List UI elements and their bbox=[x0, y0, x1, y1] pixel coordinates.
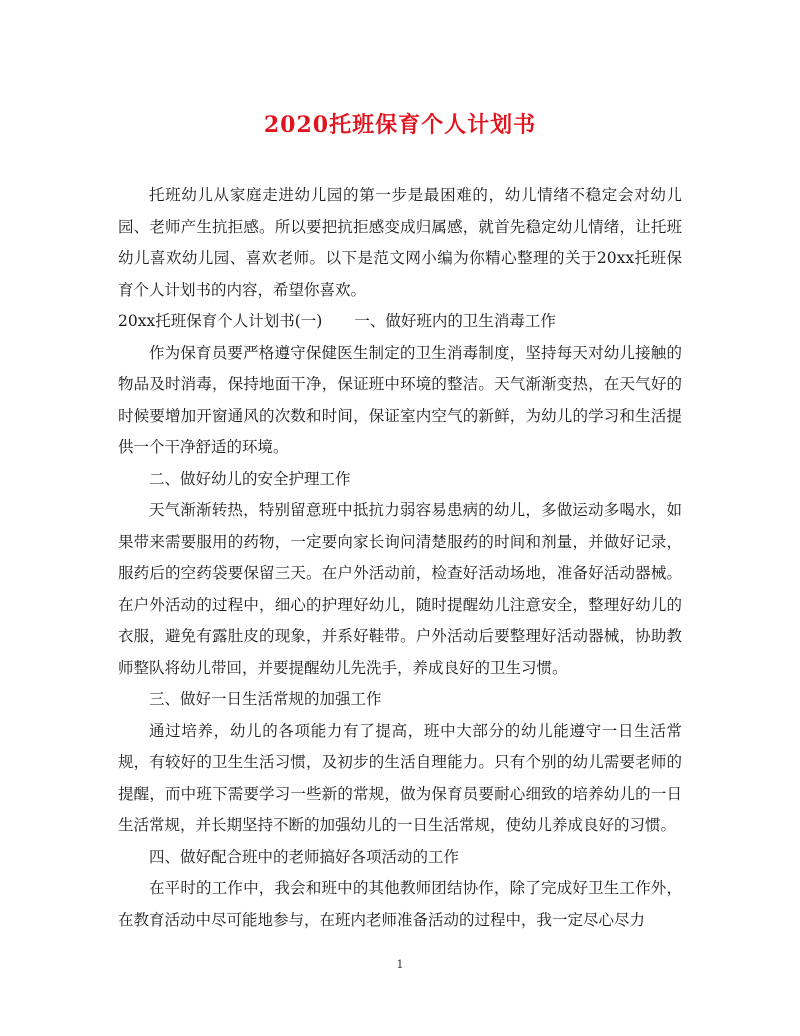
section-item-heading-2: 二、做好幼儿的安全护理工作 bbox=[149, 469, 351, 488]
body-paragraph-1: 作为保育员要严格遵守保健医生制定的卫生消毒制度，坚持每天对幼儿接触的物品及时消毒，保持地面干净，保证班中环境的整洁。天气渐渐变热，在天气好的时候要增加开窗通风的次数和时间，保证室内空气的新鲜，为幼儿的学习和生活提供一个干净舒适的环境。 bbox=[118, 343, 682, 456]
body-paragraph-2: 天气渐渐转热，特别留意班中抵抗力弱容易患病的幼儿，多做运动多喝水，如果带来需要服用的药物，一定要向家长询问清楚服药的时间和剂量，并做好记录，服药后的空药袋要保留三天。在户外活动前，检查好活动场地，准备好活动器械。在户外活动的过程中，细心的护理好幼儿，随时提醒幼儿注意安全，整理好幼儿的衣服，避免有露肚皮的现象，并系好鞋带。户外活动后要整理好活动器械，协助教师整队将幼儿带回，并要提醒幼儿先洗手，养成良好的卫生习惯。 bbox=[118, 501, 682, 677]
body-paragraph-3: 通过培养，幼儿的各项能力有了提高，班中大部分的幼儿能遵守一日生活常规，有较好的卫生生活习惯，及初步的生活自理能力。只有个别的幼儿需要老师的提醒，而中班下需要学习一些新的常规，做为保育员要耐心细致的培养幼儿的一日生活常规，并长期坚持不断的加强幼儿的一日生活常规，使幼儿养成良好的习惯。 bbox=[118, 721, 682, 834]
section-heading-line bbox=[118, 306, 682, 338]
section-item-heading-3: 三、做好一日生活常规的加强工作 bbox=[149, 690, 382, 708]
document-body bbox=[118, 180, 682, 936]
document-title: 2020托班保育个人计划书 bbox=[263, 112, 537, 138]
section-item-heading-1: 一、做好班内的卫生消毒工作 bbox=[354, 312, 556, 330]
page-number: 1 bbox=[396, 958, 404, 971]
body-paragraph-4: 在平时的工作中，我会和班中的其他教师团结协作，除了完成好卫生工作外，在教育活动中尽可能地参与，在班内老师准备活动的过程中，我一定尽心尽力 bbox=[118, 879, 682, 929]
intro-paragraph: 托班幼儿从家庭走进幼儿园的第一步是最困难的，幼儿情绪不稳定会对幼儿园、老师产生抗拒感。所以要把抗拒感变成归属感，就首先稳定幼儿情绪，让托班幼儿喜欢幼儿园、喜欢老师。以下是范文网小编为你精心整理的关于20xx托班保育个人计划书的内容，希望你喜欢。 bbox=[118, 186, 682, 299]
section-item-heading-4: 四、做好配合班中的老师搞好各项活动的工作 bbox=[149, 847, 460, 866]
section-heading: 20xx托班保育个人计划书(一) bbox=[118, 312, 323, 330]
